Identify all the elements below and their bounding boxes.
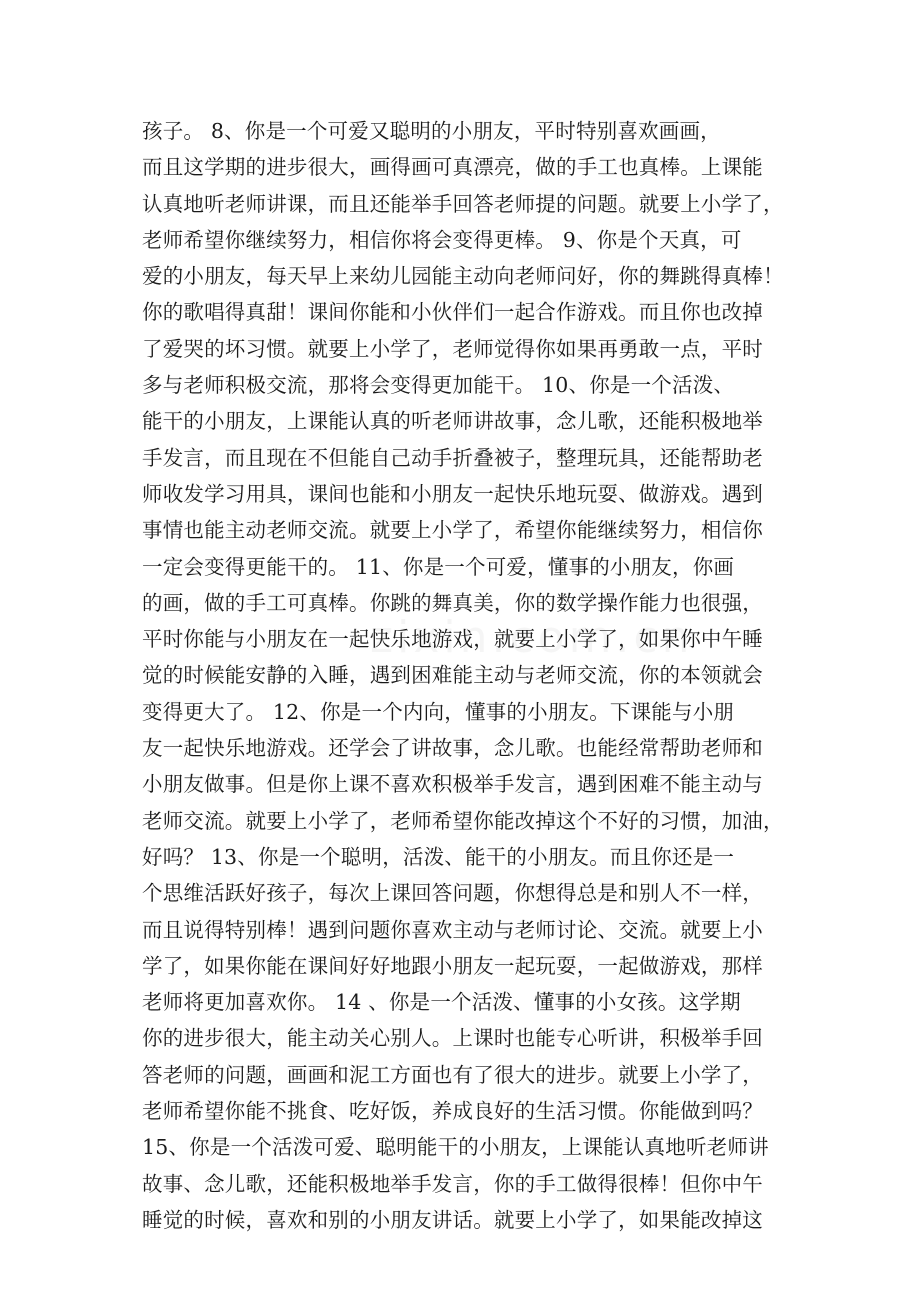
- text-line: 你的歌唱得真甜！课间你能和小伙伴们一起合作游戏。而且你也改掉: [142, 300, 763, 325]
- text-line: 老师希望你能不挑食、吃好饭，养成良好的生活习惯。你能做到吗？: [142, 1099, 763, 1124]
- text-line: 老师将更加喜欢你。 14 、你是一个活泼、懂事的小女孩。这学期: [142, 990, 741, 1015]
- text-line: 手发言，而且现在不但能自己动手折叠被子，整理玩具，还能帮助老: [142, 445, 763, 470]
- text-line: 你的进步很大，能主动关心别人。上课时也能专心听讲，积极举手回: [142, 1026, 763, 1051]
- body-text: [142, 113, 792, 1238]
- text-line: 答老师的问题，画画和泥工方面也有了很大的进步。就要上小学了，: [142, 1062, 763, 1087]
- text-line: 个思维活跃好孩子，每次上课回答问题，你想得总是和别人不一样，: [142, 881, 763, 906]
- text-line: 15、你是一个活泼可爱、聪明能干的小朋友，上课能认真地听老师讲: [142, 1135, 769, 1160]
- text-line: 一定会变得更能干的。 11、你是一个可爱，懂事的小朋友，你画: [142, 554, 735, 579]
- text-line: 而且说得特别棒！遇到问题你喜欢主动与老师讨论、交流。就要上小: [142, 917, 763, 942]
- text-line: 爱的小朋友，每天早上来幼儿园能主动向老师问好，你的舞跳得真棒！: [142, 264, 784, 289]
- text-line: 了爱哭的坏习惯。就要上小学了，老师觉得你如果再勇敢一点，平时: [142, 336, 763, 361]
- text-line: 能干的小朋友，上课能认真的听老师讲故事，念儿歌，还能积极地举: [142, 409, 763, 434]
- text-line: 变得更大了。 12、你是一个内向，懂事的小朋友。下课能与小朋: [142, 699, 735, 724]
- text-line: 故事、念儿歌，还能积极地举手发言，你的手工做得很棒！但你中午: [142, 1171, 763, 1196]
- text-line: 小朋友做事。但是你上课不喜欢积极举手发言，遇到困难不能主动与: [142, 772, 763, 797]
- text-line: 觉的时候能安静的入睡，遇到困难能主动与老师交流，你的本领就会: [142, 663, 763, 688]
- text-line: 友一起快乐地游戏。还学会了讲故事，念儿歌。也能经常帮助老师和: [142, 736, 763, 761]
- text-line: 的画，做的手工可真棒。你跳的舞真美，你的数学操作能力也很强，: [142, 590, 763, 615]
- text-line: 认真地听老师讲课，而且还能举手回答老师提的问题。就要上小学了，: [142, 191, 784, 216]
- text-line: 睡觉的时候，喜欢和别的小朋友讲话。就要上小学了，如果能改掉这: [142, 1207, 763, 1232]
- text-line: 学了，如果你能在课间好好地跟小朋友一起玩耍，一起做游戏，那样: [142, 953, 763, 978]
- text-line: 多与老师积极交流，那将会变得更加能干。 10、你是一个活泼、: [142, 373, 735, 398]
- text-line: 孩子。 8、你是一个可爱又聪明的小朋友，平时特别喜欢画画，: [142, 119, 721, 143]
- text-line: 老师交流。就要上小学了，老师希望你能改掉这个不好的习惯，加油，: [142, 808, 784, 833]
- text-line: 事情也能主动老师交流。就要上小学了，希望你能继续努力，相信你: [142, 518, 763, 543]
- text-line: 而且这学期的进步很大，画得画可真漂亮，做的手工也真棒。上课能: [142, 155, 763, 180]
- text-line: 平时你能与小朋友在一起快乐地游戏，就要上小学了，如果你中午睡: [142, 627, 763, 652]
- text-line: 师收发学习用具，课间也能和小朋友一起快乐地玩耍、做游戏。遇到: [142, 481, 763, 506]
- text-line: 好吗？ 13、你是一个聪明，活泼、能干的小朋友。而且你还是一: [142, 844, 735, 869]
- text-line: 老师希望你继续努力，相信你将会变得更棒。 9、你是个天真，可: [142, 227, 742, 252]
